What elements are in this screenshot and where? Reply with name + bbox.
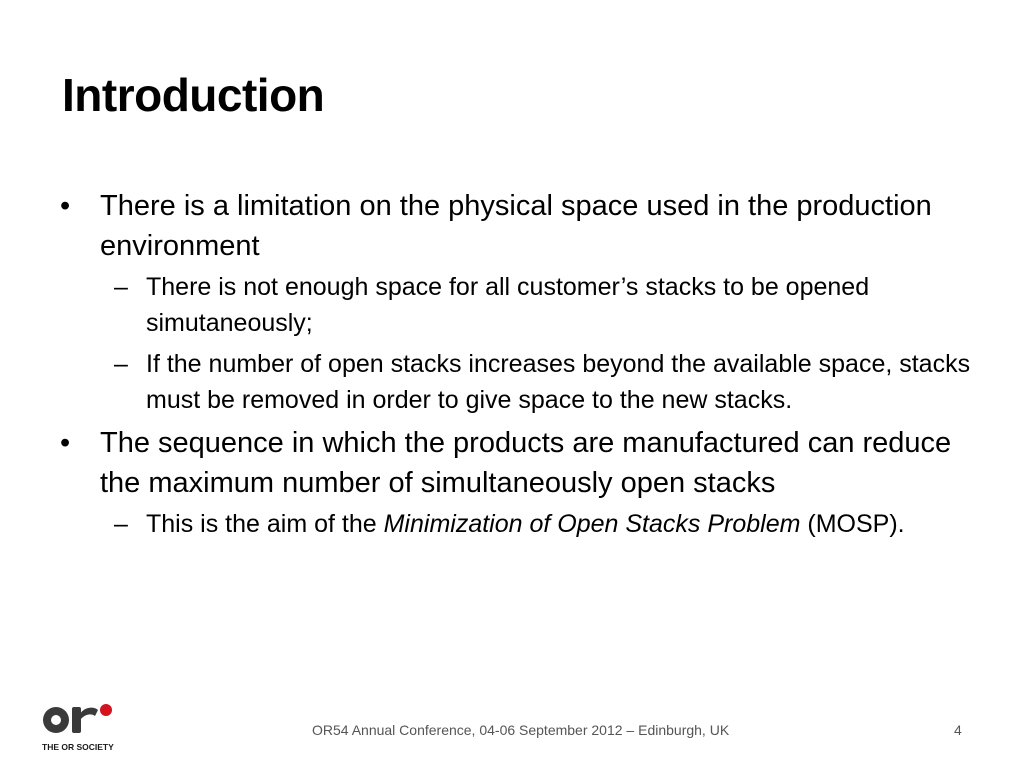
bullet-glyph: • xyxy=(60,190,71,222)
logo-r-stem xyxy=(72,707,81,733)
logo-r-arm xyxy=(80,708,98,720)
slide-title: Introduction xyxy=(62,69,325,121)
sub-bullet-text: If the number of open stacks increases beyond the available space, stacks must be removed in order to give space to the new stacks. xyxy=(146,350,971,414)
sub-bullet-emphasis: Minimization of Open Stacks Problem xyxy=(383,510,801,538)
sub-bullet-suffix: (MOSP). xyxy=(800,510,905,538)
page-number: 4 xyxy=(954,722,962,738)
sub-bullet-item xyxy=(60,346,980,418)
bullet-glyph: • xyxy=(60,427,71,459)
sub-bullet-glyph: – xyxy=(114,273,128,301)
bullet-text: The sequence in which the products are manufactured can reduce the maximum number of simultaneously open stacks xyxy=(100,427,952,499)
sub-bullet-item xyxy=(60,506,980,542)
footer-text: OR54 Annual Conference, 04-06 September 2012 – Edinburgh, UK xyxy=(312,722,730,738)
sub-bullet-glyph: – xyxy=(114,510,128,538)
sub-bullet-text xyxy=(146,510,905,538)
sub-bullet-glyph: – xyxy=(114,350,128,378)
slide-content xyxy=(60,186,980,547)
bullet-item xyxy=(60,423,980,503)
or-society-logo xyxy=(38,698,122,760)
bullet-text: There is a limitation on the physical space used in the production environment xyxy=(100,190,932,262)
logo-red-dot xyxy=(100,704,112,716)
logo-caption: THE OR SOCIETY xyxy=(42,742,114,752)
sub-bullet-item xyxy=(60,269,980,341)
sub-bullet-prefix: This is the aim of the xyxy=(146,510,384,538)
sub-bullet-text: There is not enough space for all customer’s stacks to be opened simutaneously; xyxy=(146,273,870,337)
bullet-item xyxy=(60,186,980,266)
